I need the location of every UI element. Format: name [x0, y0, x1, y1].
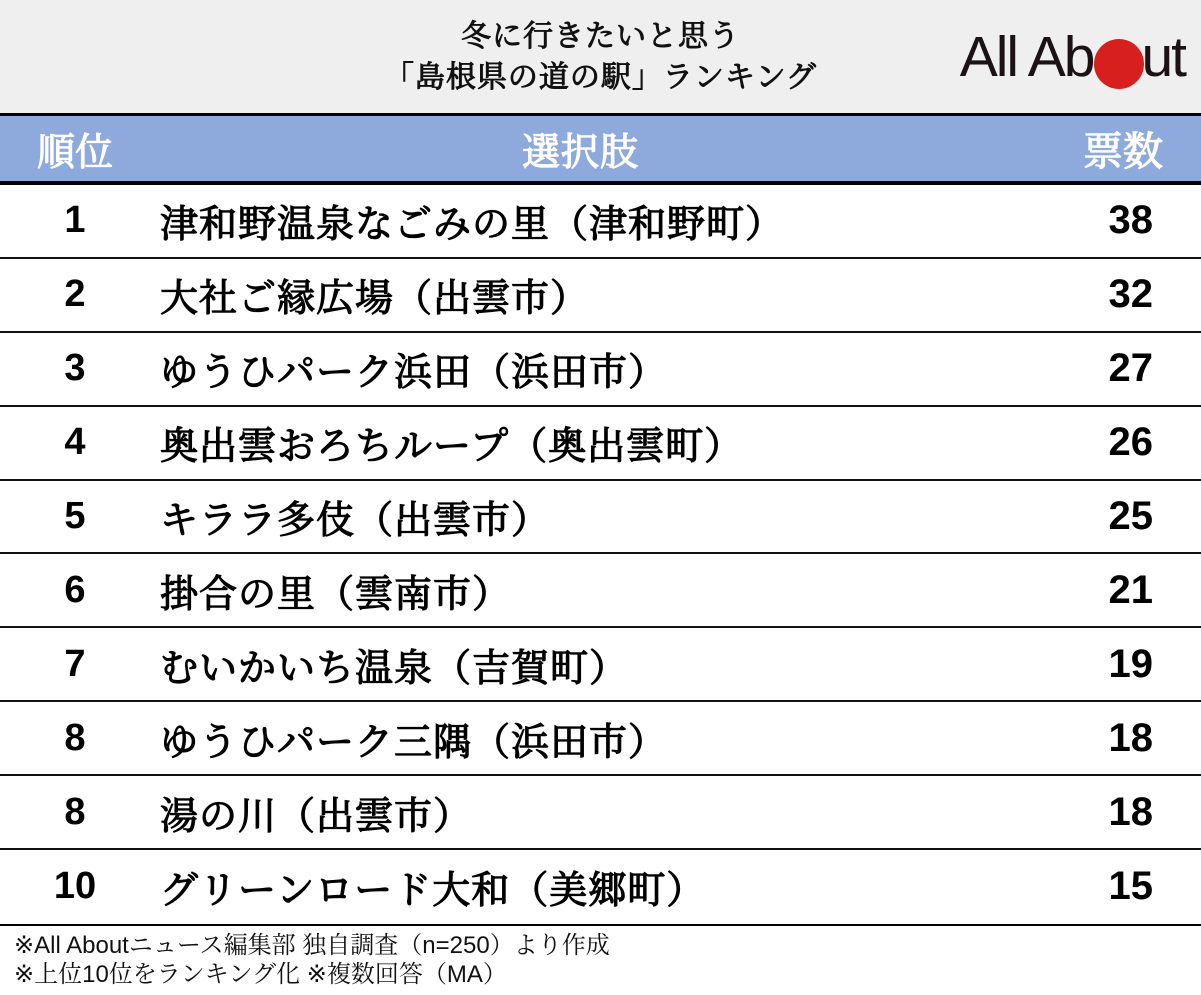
rank-cell: 2: [64, 273, 86, 316]
rank-cell: 3: [64, 347, 86, 390]
choice-cell: ゆうひパーク三隅（浜田市）: [160, 721, 668, 764]
rank-cell: 6: [64, 568, 86, 611]
rank-cell: 7: [64, 642, 86, 685]
page-title-line2: 「島根県の道の駅」ランキング: [383, 60, 818, 94]
rank-cell: 8: [64, 716, 86, 759]
rank-cell: 4: [64, 421, 86, 464]
choice-cell: むいかいち温泉（吉賀町）: [160, 647, 629, 690]
table-header-row: [0, 113, 1201, 185]
choice-cell: 湯の川（出雲市）: [160, 795, 473, 838]
votes-cell: 21: [1108, 567, 1153, 612]
votes-cell: 38: [1108, 198, 1153, 243]
rank-cell: 5: [64, 495, 86, 537]
table-row: [0, 554, 1201, 628]
column-header-choice: 選択肢: [521, 132, 639, 174]
footnotes: [0, 924, 1201, 993]
table-row: [0, 407, 1201, 481]
rank-cell: 1: [64, 199, 86, 242]
votes-cell: 18: [1108, 715, 1153, 760]
choice-cell: 大社ご縁広場（出雲市）: [160, 278, 590, 321]
table-row: [0, 850, 1201, 924]
choice-cell: ゆうひパーク浜田（浜田市）: [160, 352, 668, 395]
logo-text-left: All Ab: [959, 25, 1094, 89]
votes-cell: 15: [1108, 864, 1153, 909]
table-row: [0, 185, 1201, 259]
table-body: [0, 185, 1201, 924]
header-banner: [0, 0, 1201, 113]
table-row: [0, 628, 1201, 702]
column-header-rank: 順位: [36, 132, 113, 174]
logo-red-dot-icon: [1094, 39, 1144, 89]
choice-cell: 掛合の里（雲南市）: [160, 573, 512, 616]
column-header-votes: 票数: [1083, 130, 1163, 174]
votes-cell: 18: [1108, 789, 1153, 834]
votes-cell: 26: [1108, 420, 1153, 465]
table-row: [0, 481, 1201, 555]
rank-cell: 8: [64, 790, 86, 833]
page-title: [384, 16, 817, 98]
allabout-logo: [960, 22, 1185, 92]
votes-cell: 25: [1108, 494, 1153, 538]
choice-cell: グリーンロード大和（美郷町）: [160, 870, 706, 913]
rank-cell: 10: [53, 865, 97, 908]
choice-cell: 津和野温泉なごみの里（津和野町）: [160, 204, 785, 247]
page-title-line1: 冬に行きたいと思う: [460, 19, 740, 53]
logo-text-right: ut: [1141, 25, 1185, 89]
votes-cell: 27: [1108, 346, 1153, 391]
table-row: [0, 333, 1201, 407]
footnote-method: ※上位10位をランキング化 ※複数回答（MA）: [14, 961, 507, 988]
table-row: [0, 776, 1201, 850]
choice-cell: 奥出雲おろちループ（奥出雲町）: [160, 426, 744, 469]
choice-cell: キララ多伎（出雲市）: [160, 500, 551, 542]
table-row: [0, 259, 1201, 333]
table-row: [0, 702, 1201, 776]
votes-cell: 32: [1108, 272, 1153, 317]
votes-cell: 19: [1108, 641, 1153, 686]
footnote-source: ※All Aboutニュース編集部 独自調査（n=250）より作成: [14, 932, 610, 959]
